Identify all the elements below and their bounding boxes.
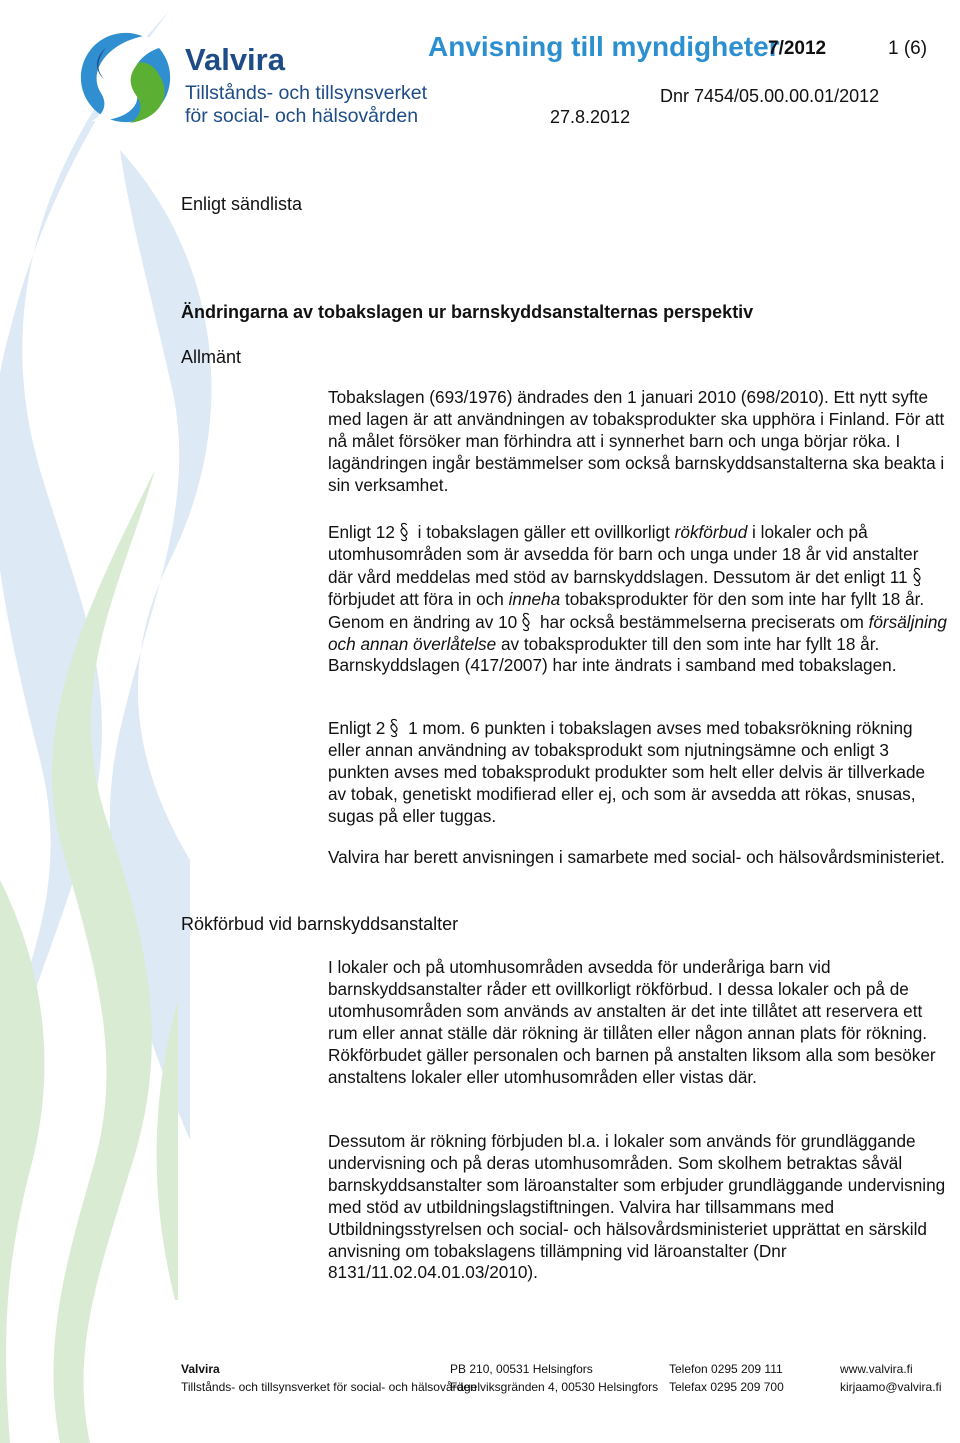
footer-street-address: Fägelviksgränden 4, 00530 Helsingfors <box>450 1379 659 1394</box>
footer-org-full-name: Tillstånds- och tillsynsverket för social- och hälsovården <box>181 1379 477 1394</box>
footer-org <box>181 1361 477 1396</box>
section-sign-icon <box>911 566 923 588</box>
section-label-smoking-ban: Rökförbud vid barnskyddsanstalter <box>181 914 459 934</box>
document-number: 7/2012 <box>768 38 827 59</box>
footer-postal-address: PB 210, 00531 Helsingfors <box>450 1362 593 1376</box>
diary-number: Dnr 7454/05.00.00.01/2012 <box>660 86 880 106</box>
valvira-logo-icon <box>78 30 173 125</box>
org-name: Valvira <box>185 42 285 77</box>
footer-telefax: Telefax 0295 209 700 <box>669 1379 784 1394</box>
footer-telephone: Telefon 0295 209 111 <box>669 1362 783 1376</box>
org-subtitle-line1: Tillstånds- och tillsynsverket <box>185 82 428 104</box>
document-type: Anvisning till myndigheter <box>428 31 780 62</box>
paragraph: Valvira har berett anvisningen i samarbete med social- och hälsovårdsministeriet. <box>328 847 945 867</box>
footer-website-link[interactable]: www.valvira.fi <box>840 1362 913 1376</box>
page-number: 1 (6) <box>888 38 928 59</box>
paragraph: I lokaler och på utomhusområden avsedda för underåriga barn vid barnskyddsanstalter råder ett ovillkorligt rökförbud. I dessa lokaler och på de utomhusområden som används av anstalten är det inte tillåtet att reservera ett rum eller annat ställe där rökning är tillåten eller någon annan plats för rökning. Rökförbudet gäller personalen och barnen på anstalten liksom alla som besöker anstaltens lokaler eller utomhusområden eller vistas där. <box>328 957 936 1087</box>
paragraph: Enligt 12 i tobakslagen gäller ett ovillkorligt rökförbud i lokaler och på utomhusområden som är avsedda för barn och unga under 18 år vid anstalter där vård meddelas med stöd av barnskyddslagen. Dessutom är det enligt 11 förbjudet att föra in och inneha tobaksprodukter för den som inte har fyllt 18 år. Genom en ändring av 10 har också bestämmelserna preciserats om försäljning och annan överlåtelse av tobaksprodukter till den som inte har fyllt 18 år. Barnskyddslagen (417/2007) har inte ändrats i samband med tobakslagen. <box>328 522 947 676</box>
document-date: 27.8.2012 <box>550 107 631 127</box>
footer-phone <box>669 1361 784 1396</box>
section-sign-icon <box>520 611 532 633</box>
org-subtitle-line2: för social- och hälsovården <box>185 105 419 127</box>
footer-email-link[interactable]: kirjaamo@valvira.fi <box>840 1379 942 1394</box>
paragraph: Dessutom är rökning förbjuden bl.a. i lokaler som används för grundläggande undervisning och på deras utomhusområden. Som skolhem betraktas såväl barnskyddsanstalter som läroanstalter som erbjuder grundläggande undervisning med stöd av utbildningslagstiftningen. Valvira har tillsammans med Utbildningsstyrelsen och social- och hälsovårdsministeriet upprättat en särskild anvisning om tobakslagens tillämpning vid läroanstalter (Dnr 8131/11.02.04.01.03/2010). <box>328 1131 946 1283</box>
footer-web <box>840 1361 942 1396</box>
footer-org-name: Valvira <box>181 1362 220 1376</box>
paragraph: Tobakslagen (693/1976) ändrades den 1 januari 2010 (698/2010). Ett nytt syfte med lagen är att användningen av tobaksprodukter ska upphöra i Finland. För att nå målet försöker man förhindra att i synnerhet barn och unga börjar röka. I lagändringen ingår bestämmelser som också barnskyddsanstalterna ska beakta i sin verksamhet. <box>328 387 945 495</box>
section-label-general: Allmänt <box>181 347 242 367</box>
section-sign-icon <box>398 521 410 543</box>
page-title: Ändringarna av tobakslagen ur barnskyddsanstalternas perspektiv <box>181 302 754 322</box>
footer-address <box>450 1361 658 1396</box>
recipient: Enligt sändlista <box>181 194 303 214</box>
paragraph: Enligt 2 1 mom. 6 punkten i tobakslagen avses med tobaksrökning rökning eller annan användning av tobaksprodukt som njutningsämne och enligt 3 punkten avses med tobaksprodukt produkter som helt eller delvis är tillverkade av tobak, genetiskt modifierad eller ej, och som är avsedda att rökas, snusas, sugas på eller tuggas. <box>328 718 926 826</box>
section-sign-icon <box>388 717 400 739</box>
